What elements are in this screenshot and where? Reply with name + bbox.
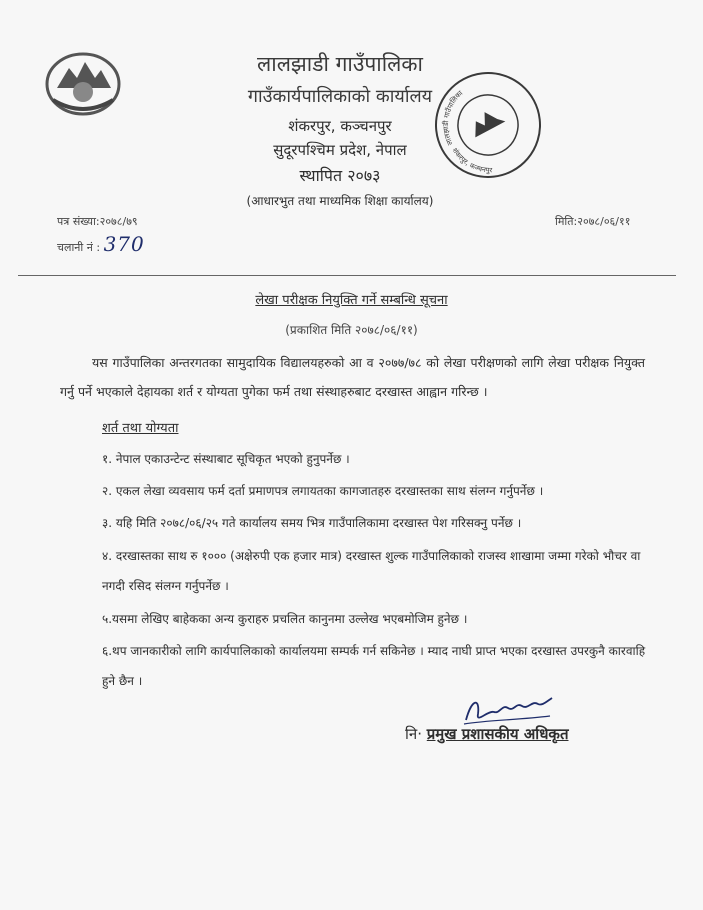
letter-date: मिति:२०७८/०६/११: [555, 215, 631, 228]
notice-body: यस गाउँपालिका अन्तरगतका सामुदायिक विद्यालयहरुको आ व २०७७/७८ को लेखा परीक्षणको लागि लेखा परीक्षक नियुक्त गर्नु पर्ने भएकाले देहायका शर्त र योग्यता पुगेका फर्म तथा संस्थाहरुबाट दरखास्त आह्वान गरिन्छ ।: [60, 355, 645, 399]
office-address: शंकरपुर, कञ्चनपुर: [288, 117, 392, 135]
condition-item: २. एकल लेखा व्यवसाय फर्म दर्ता प्रमाणपत्र लगायतका कागजातहरु दरखास्तका साथ संलग्न गर्नुपर्नेछ ।: [102, 484, 544, 498]
dispatch-number-label: चलानी नं :: [57, 241, 101, 254]
stamp-text-bottom: शंकरपुर, कञ्चनपुर: [450, 146, 493, 175]
svg-text:शंकरपुर, कञ्चनपुर: [450, 136, 495, 186]
dispatch-number-value: 370: [103, 232, 145, 256]
svg-text:लालझाडी गाउँपालिका: [426, 88, 482, 147]
nepal-government-emblem-icon: [43, 48, 123, 118]
dispatch-number: [57, 232, 145, 256]
condition-item: ६.थप जानकारीको लागि कार्यपालिकाको कार्यालयमा सम्पर्क गर्न सकिनेछ । म्याद नाघी प्राप्त भएका दरखास्त उपरकुनै कारवाहि हुने छैन ।: [102, 644, 646, 688]
signatory: [405, 724, 569, 744]
condition-item: ३. यहि मिति २०७८/०६/२५ गते कार्यालय समय भित्र गाउँपालिकामा दरखास्त पेश गरिसक्नु पर्नेछ ।: [102, 516, 522, 530]
established-year: स्थापित २०७३: [299, 166, 381, 185]
notice-title: लेखा परीक्षक नियुक्ति गर्ने सम्बन्धि सूचना: [255, 293, 448, 308]
signatory-designation: प्रमुख प्रशासकीय अधिकृत: [426, 725, 569, 743]
condition-item: ५.यसमा लेखिए बाहेकका अन्य कुराहरु प्रचलित कानुनमा उल्लेख भएबमोजिम हुनेछ ।: [102, 612, 468, 626]
condition-item: ४. दरखास्तका साथ रु १००० (अक्षेरुपी एक हजार मात्र) दरखास्त शुल्क गाउँपालिकाको राजस्व शाखामा जम्मा गरेको भौचर वा नगदी रसिद संलग्न गर्नुपर्नेछ ।: [102, 549, 641, 593]
publish-date: (प्रकाशित मिति २०७८/०६/११): [285, 323, 418, 337]
condition-item: १. नेपाल एकाउन्टेन्ट संस्थाबाट सूचिकृत भएको हुनुपर्नेछ ।: [102, 452, 350, 466]
letter-number: पत्र संख्या:२०७८/७९: [57, 215, 138, 228]
conditions-heading: शर्त तथा योग्यता: [102, 421, 179, 436]
municipality-name: लालझाडी गाउँपालिका: [257, 52, 423, 76]
office-subtitle: (आधारभुत तथा माध्यमिक शिक्षा कार्यालय): [246, 194, 434, 208]
signatory-prefix: नि·: [405, 725, 422, 743]
header-divider: [18, 275, 676, 276]
office-name: गाउँकार्यपालिकाको कार्यालय: [247, 86, 433, 107]
stamp-text-top: लालझाडी गाउँपालिका: [441, 89, 465, 147]
office-province: सुदूरपश्चिम प्रदेश, नेपाल: [273, 141, 407, 159]
